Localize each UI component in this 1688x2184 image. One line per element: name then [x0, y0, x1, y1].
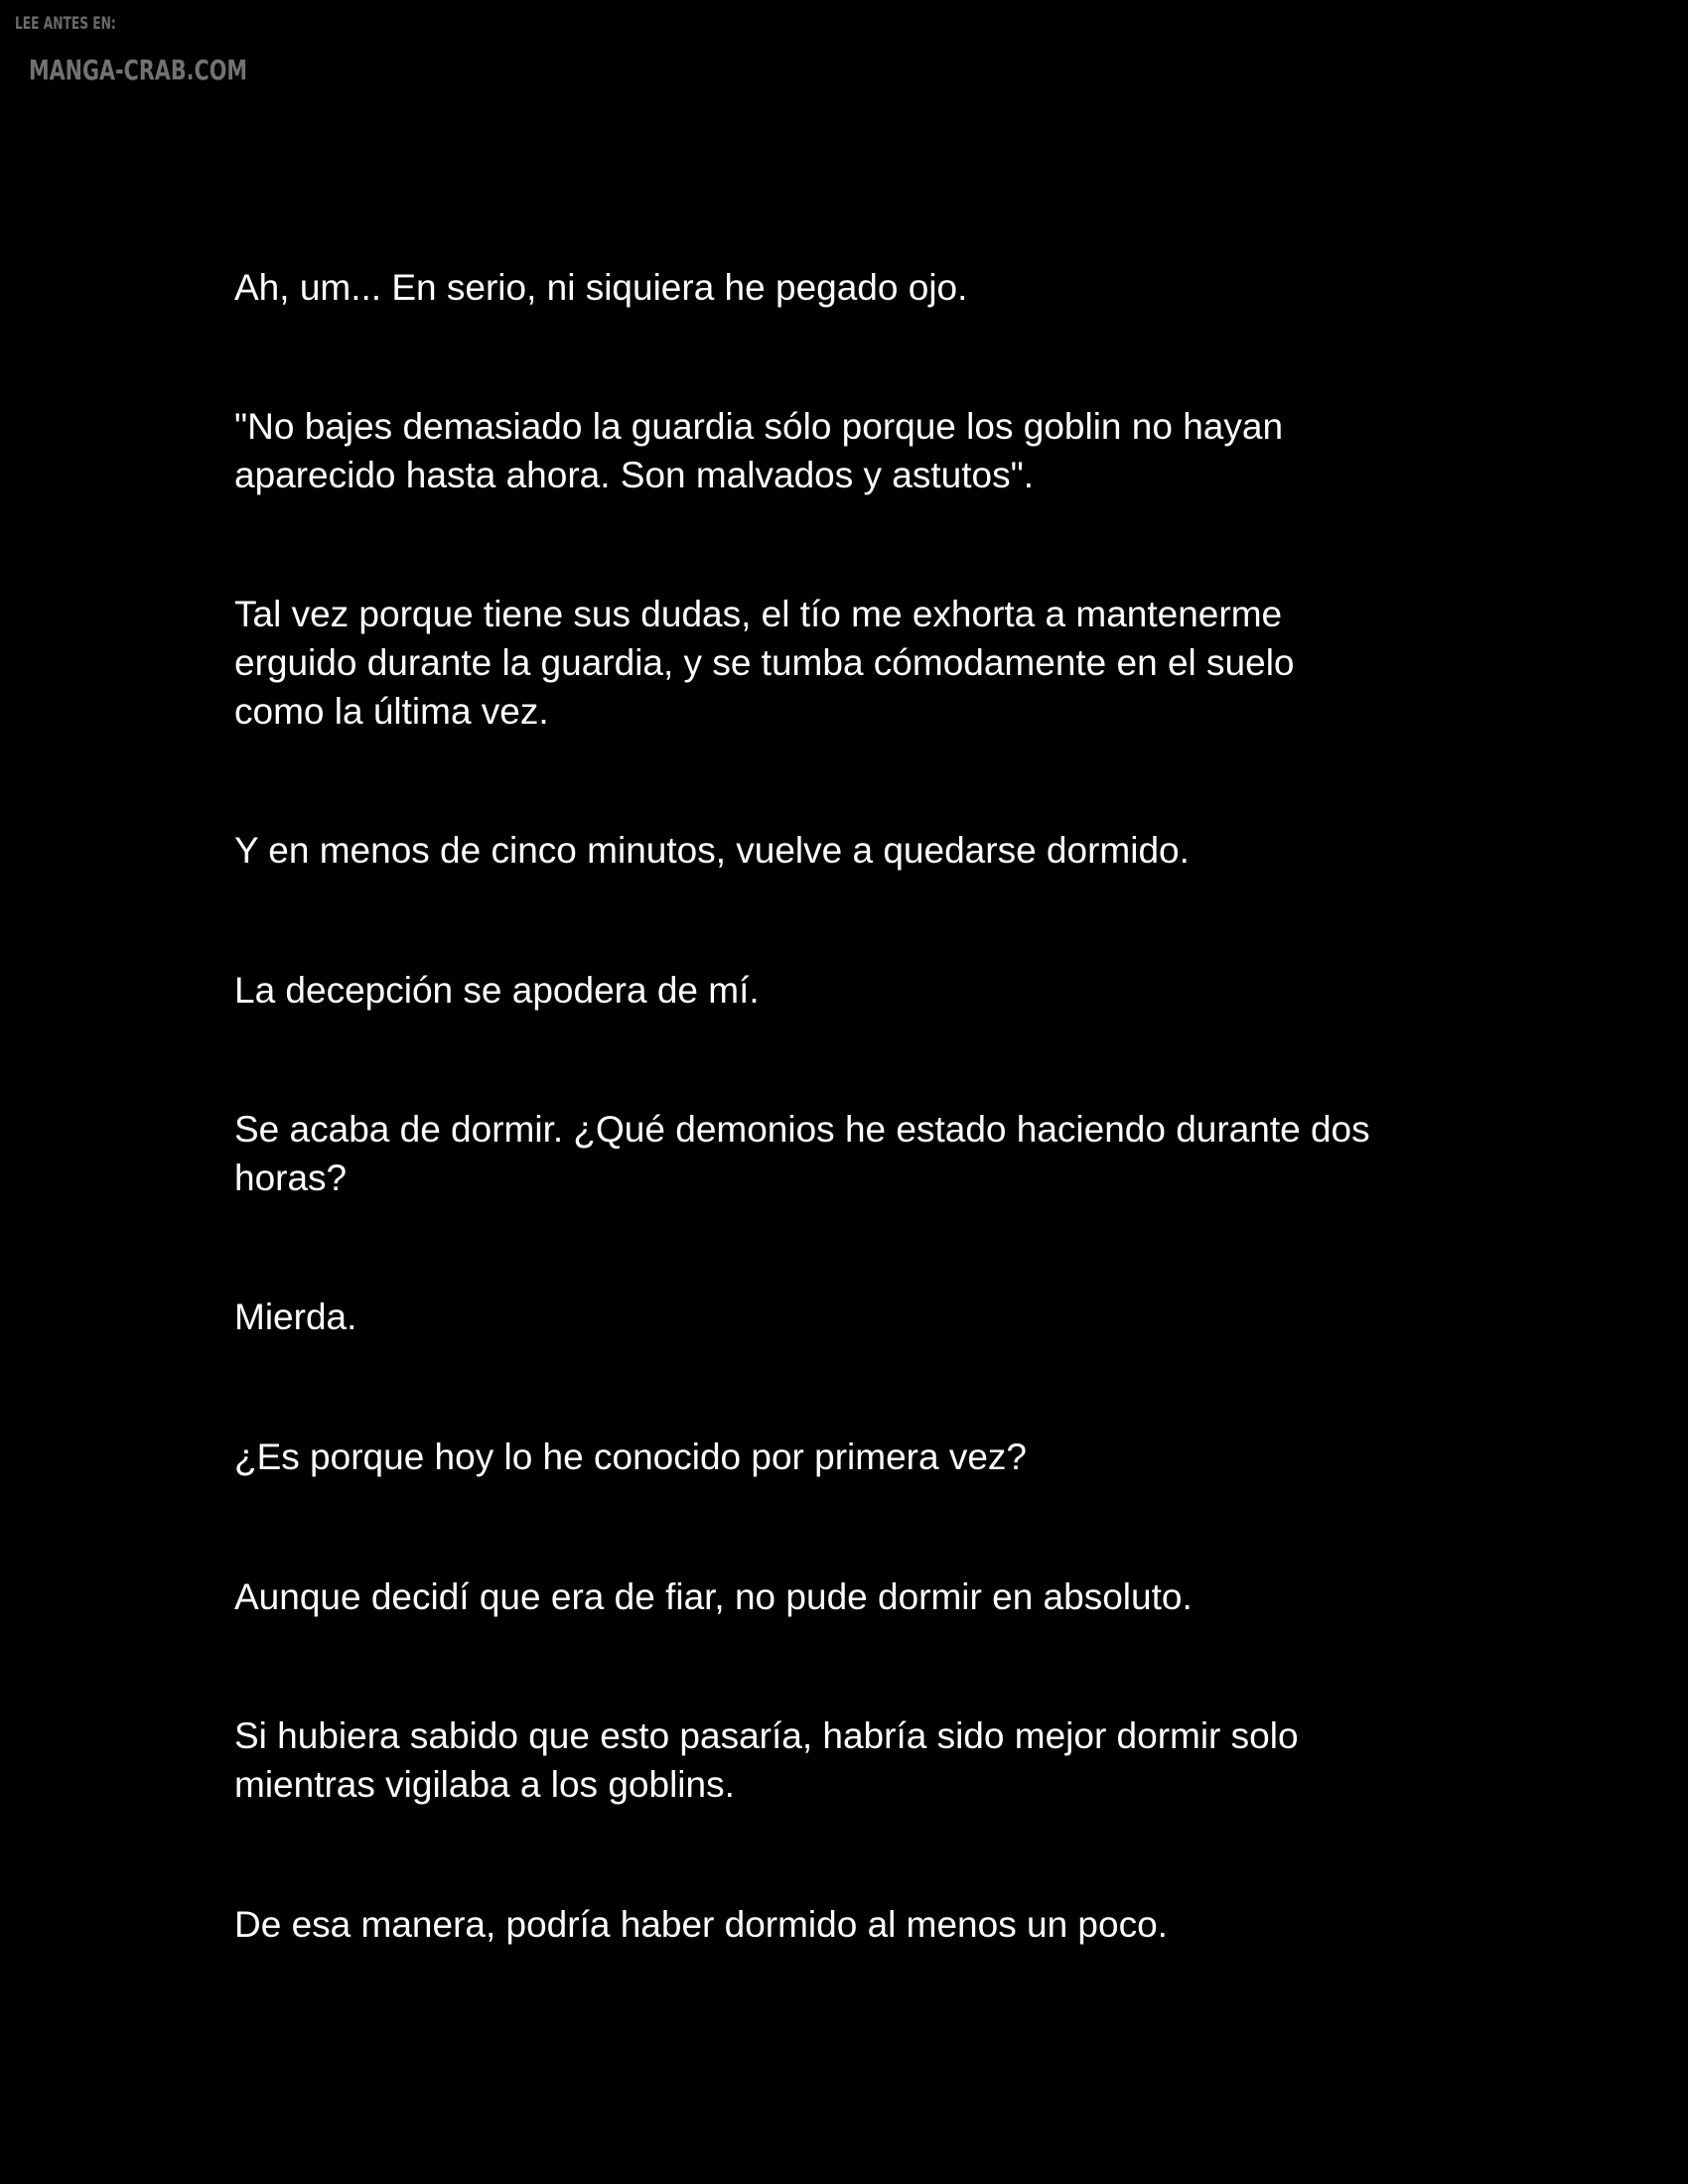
- text-line: Aunque decidí que era de fiar, no pude dormir en absoluto.: [234, 1576, 1193, 1617]
- paragraph: [234, 1711, 1476, 1809]
- text-line: mientras vigilaba a los goblins.: [234, 1764, 735, 1805]
- paragraph: [234, 966, 1476, 1015]
- paragraph: [234, 1293, 1476, 1341]
- text-line: aparecido hasta ahora. Son malvados y astutos".: [234, 455, 1035, 495]
- paragraph: [234, 263, 1476, 312]
- paragraph: [234, 1900, 1476, 1949]
- paragraph: [234, 590, 1476, 736]
- text-line: ¿Es porque hoy lo he conocido por primera vez?: [234, 1436, 1027, 1477]
- text-line: Y en menos de cinco minutos, vuelve a quedarse dormido.: [234, 830, 1190, 871]
- text-line: De esa manera, podría haber dormido al menos un poco.: [234, 1904, 1168, 1945]
- paragraph: [234, 826, 1476, 875]
- text-line: erguido durante la guardia, y se tumba cómodamente en el suelo: [234, 642, 1295, 683]
- text-line: La decepción se apodera de mí.: [234, 970, 760, 1011]
- text-line: Se acaba de dormir. ¿Qué demonios he estado haciendo durante dos: [234, 1109, 1370, 1150]
- text-line: "No bajes demasiado la guardia sólo porque los goblin no hayan: [234, 406, 1284, 447]
- text-line: Si hubiera sabido que esto pasaría, habría sido mejor dormir solo: [234, 1715, 1299, 1756]
- watermark-site-name: MANGA-CRAB.COM: [29, 54, 247, 86]
- paragraph: [234, 1572, 1476, 1621]
- text-line: Ah, um... En serio, ni siquiera he pegado ojo.: [234, 267, 968, 308]
- text-line: horas?: [234, 1158, 348, 1198]
- text-line: Mierda.: [234, 1297, 357, 1337]
- paragraph: [234, 402, 1476, 499]
- paragraph: [234, 1105, 1476, 1202]
- paragraph: [234, 1433, 1476, 1481]
- watermark-read-first-label: LEE ANTES EN:: [15, 14, 116, 34]
- text-line: como la última vez.: [234, 691, 549, 732]
- text-line: Tal vez porque tiene sus dudas, el tío me exhorta a mantenerme: [234, 594, 1283, 634]
